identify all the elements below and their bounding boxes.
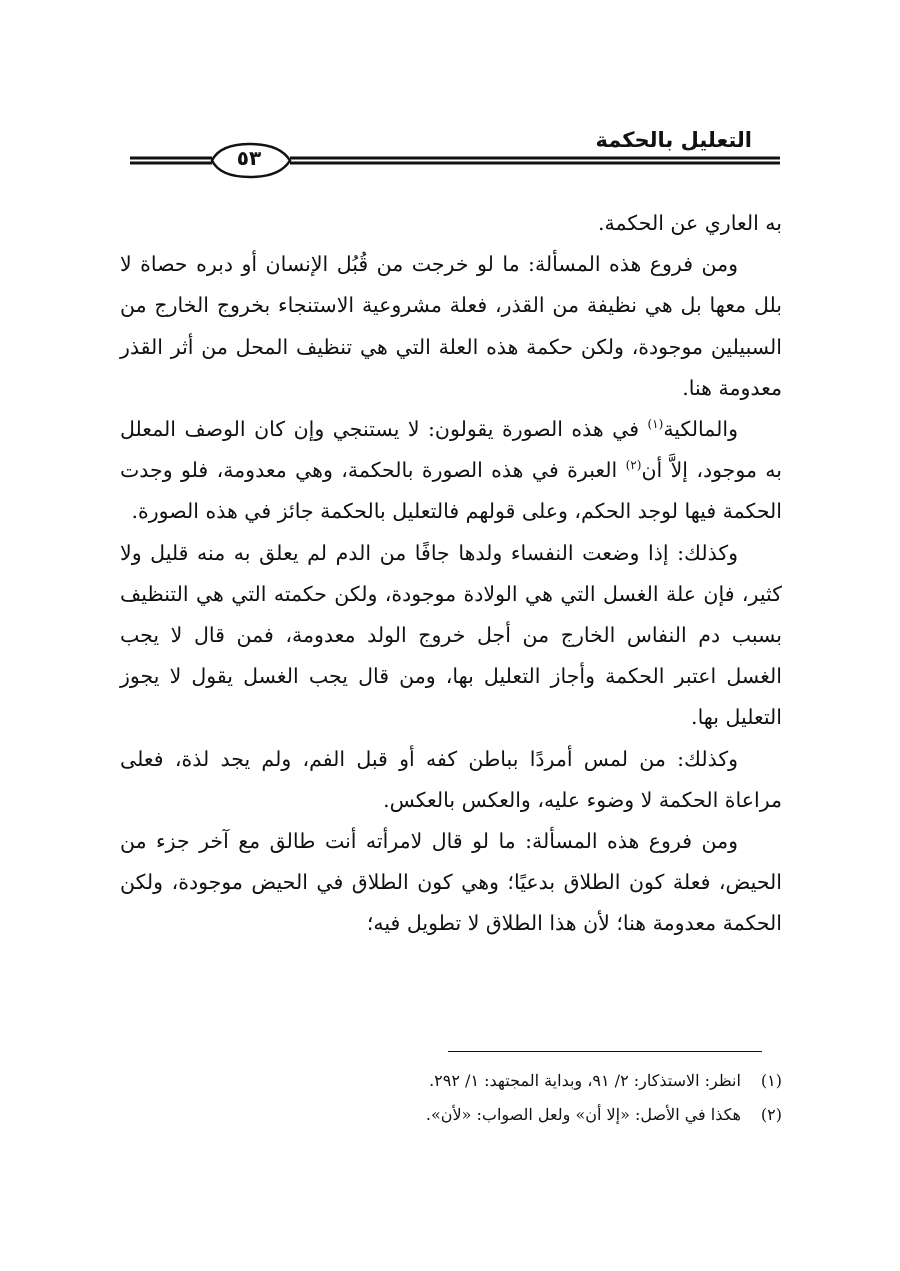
paragraph-6: ومن فروع هذه المسألة: ما لو قال لامرأته أنت طالق مع آخر جزء من الحيض، فعلة كون الطلاق بدعيًا؛ وهي كون الطلاق في الحيض موجودة، ولكن الحكمة معدومة هنا؛ لأن هذا الطلاق لا تطويل فيه؛: [120, 829, 782, 936]
paragraph-1: به العاري عن الحكمة.: [598, 211, 782, 235]
footnote-separator: [448, 1051, 762, 1052]
footnotes: [200, 1064, 782, 1132]
page-number: ٥٣: [236, 146, 262, 170]
paragraph-3: [120, 409, 782, 533]
footnote-ref-1: (١): [647, 417, 664, 432]
footnote-ref-2: (٢): [625, 458, 642, 473]
body-text: [120, 203, 782, 945]
footnote-text: انظر: الاستذكار: ٢/ ٩١، وبداية المجتهد: ١/ ٢٩٢.: [429, 1071, 741, 1090]
paragraph-2: ومن فروع هذه المسألة: ما لو خرجت من قُبُل الإنسان أو دبره حصاة لا بلل معها بل هي نظيفة من القذر، فعلة مشروعية الاستنجاء بخروج الخارج من السبيلين موجودة، ولكن حكمة هذه العلة التي هي تنظيف المحل من أثر القذر معدومة هنا.: [120, 252, 782, 400]
footnote-number: (٢): [760, 1105, 782, 1124]
footnote-text: هكذا في الأصل: «إلا أن» ولعل الصواب: «لأن».: [425, 1105, 741, 1124]
footnote-1: [200, 1064, 782, 1098]
paragraph-3-part-1: والمالكية: [663, 417, 738, 442]
paragraph-4: وكذلك: إذا وضعت النفساء ولدها جافًا من الدم لم يعلق به منه قليل ولا كثير، فإن علة الغسل التي هي الولادة موجودة، ولكن حكمته التي هي التنظيف بسبب دم النفاس الخارج من أجل خروج الولد معدومة، فمن قال لا يجب الغسل اعتبر الحكمة وأجاز التعليل بها، ومن قال يجب الغسل يقول لا يجوز التعليل بها.: [120, 540, 782, 730]
paragraph-3-part-3: العبرة في هذه الصورة بالحكمة، وهي معدومة، فلو وجدت الحكمة فيها لوجد الحكم، وعلى قولهم فالتعليل بالحكمة جائز في هذه الصورة.: [120, 458, 782, 524]
paragraph-3-part-2: في هذه الصورة يقولون: لا يستنجي وإن كان الوصف المعلل به موجود، إلاَّ أن: [120, 417, 783, 483]
footnote-2: [200, 1098, 782, 1132]
paragraph-5: وكذلك: من لمس أمردًا بباطن كفه أو قبل الفم، ولم يجد لذة، فعلى مراعاة الحكمة لا وضوء عليه، والعكس بالعكس.: [120, 746, 782, 812]
running-title: التعليل بالحكمة: [595, 128, 752, 152]
footnote-number: (١): [760, 1071, 782, 1090]
